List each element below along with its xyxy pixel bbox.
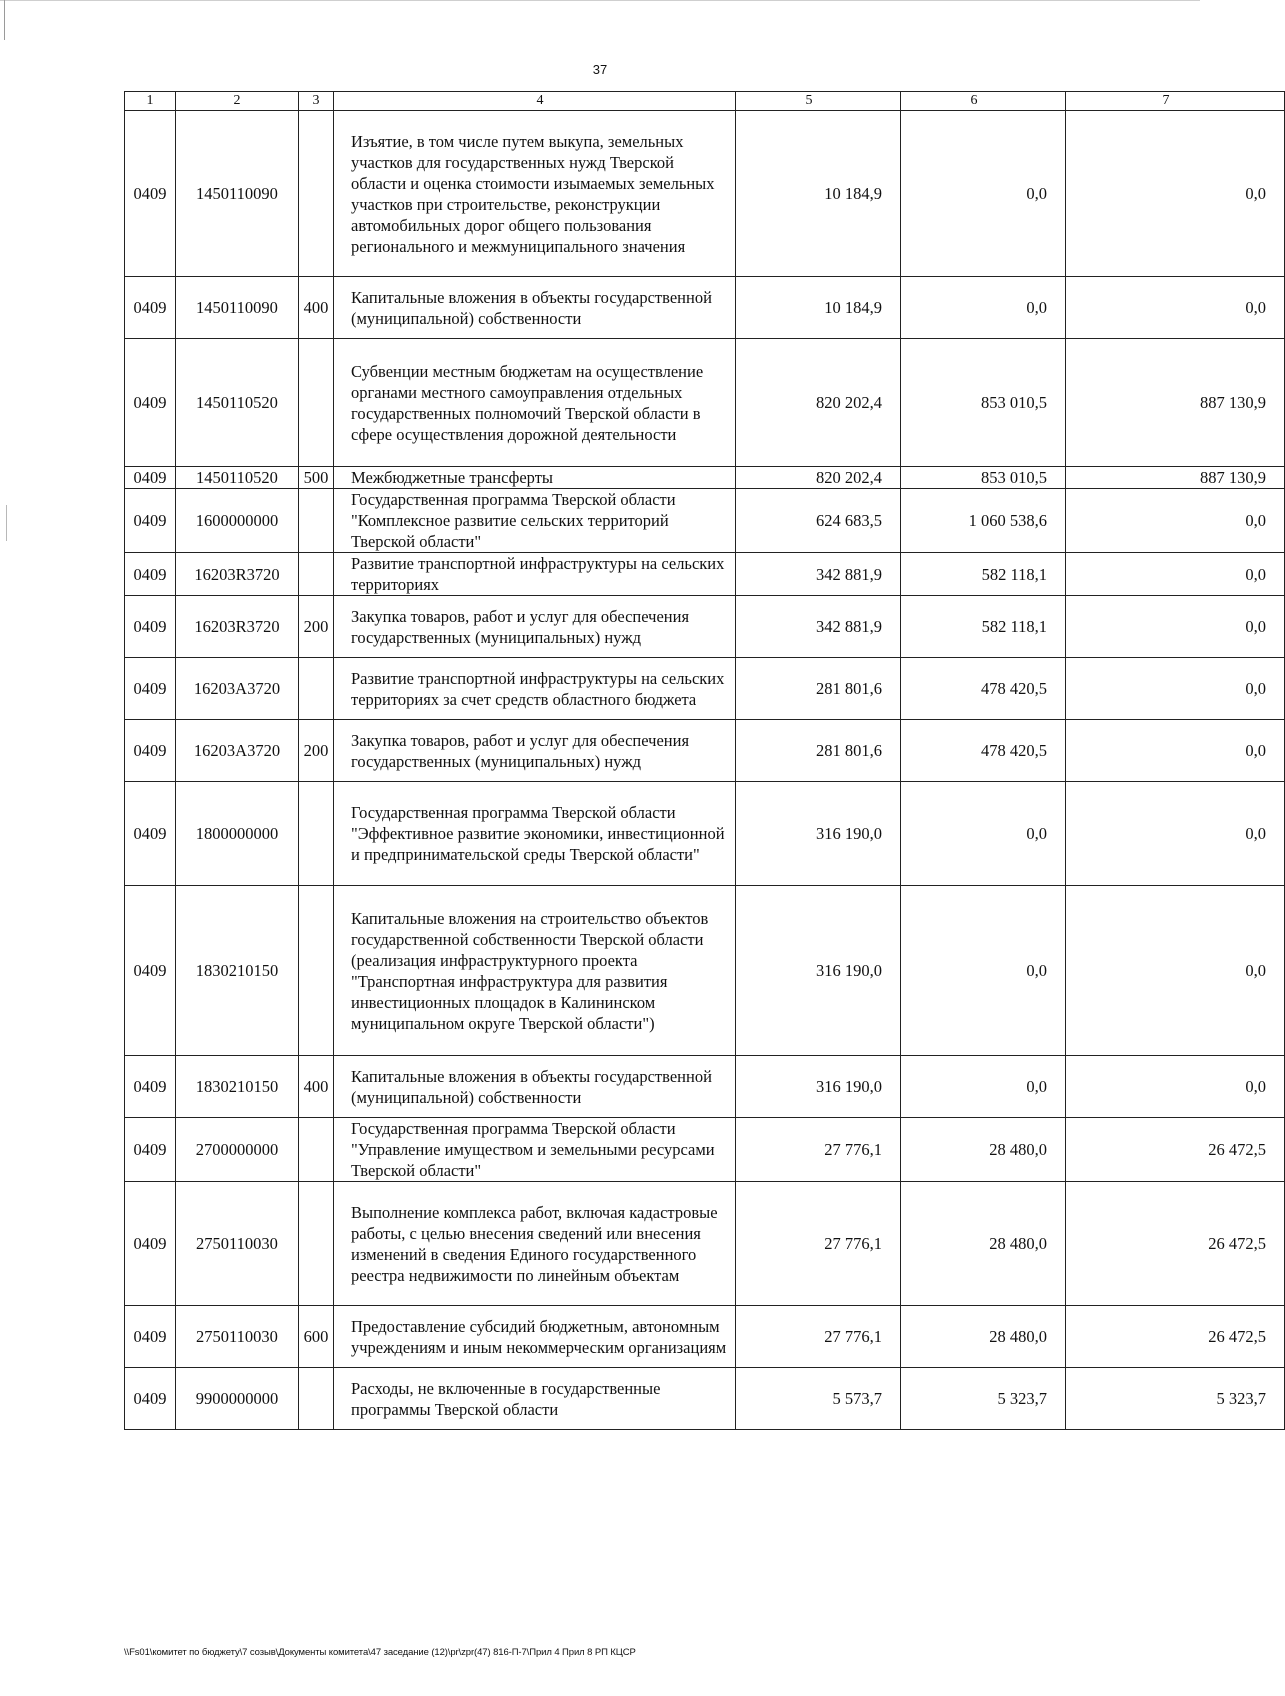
expense-name: Государственная программа Тверской области "Управление имуществом и земельными ресурсами Тверской области" [334, 1118, 736, 1182]
budget-section-code: 0409 [125, 1056, 176, 1118]
amount-year-3: 0,0 [1066, 111, 1285, 277]
target-article-code: 1800000000 [176, 782, 299, 886]
amount-year-1: 624 683,5 [736, 489, 901, 553]
expense-type-code: 500 [299, 467, 334, 489]
amount-year-1: 27 776,1 [736, 1118, 901, 1182]
target-article-code: 16203R3720 [176, 553, 299, 596]
expense-type-code [299, 553, 334, 596]
amount-year-2: 0,0 [901, 1056, 1066, 1118]
amount-year-3: 0,0 [1066, 1056, 1285, 1118]
amount-year-2: 478 420,5 [901, 658, 1066, 720]
expense-name: Закупка товаров, работ и услуг для обеспечения государственных (муниципальных) нужд [334, 720, 736, 782]
amount-year-3: 0,0 [1066, 720, 1285, 782]
amount-year-1: 281 801,6 [736, 658, 901, 720]
table-body [125, 111, 1285, 1430]
budget-section-code: 0409 [125, 720, 176, 782]
amount-year-3: 0,0 [1066, 489, 1285, 553]
amount-year-3: 0,0 [1066, 553, 1285, 596]
amount-year-3: 26 472,5 [1066, 1306, 1285, 1368]
amount-year-1: 342 881,9 [736, 596, 901, 658]
amount-year-2: 0,0 [901, 111, 1066, 277]
table-row [125, 1306, 1285, 1368]
amount-year-1: 820 202,4 [736, 339, 901, 467]
expense-name: Закупка товаров, работ и услуг для обеспечения государственных (муниципальных) нужд [334, 596, 736, 658]
table-header-row [125, 92, 1285, 111]
amount-year-3: 26 472,5 [1066, 1182, 1285, 1306]
amount-year-3: 0,0 [1066, 886, 1285, 1056]
target-article-code: 1830210150 [176, 1056, 299, 1118]
expense-type-code [299, 1368, 334, 1430]
expense-type-code [299, 1182, 334, 1306]
scan-mark [6, 505, 7, 541]
target-article-code: 2750110030 [176, 1306, 299, 1368]
budget-section-code: 0409 [125, 111, 176, 277]
amount-year-2: 28 480,0 [901, 1306, 1066, 1368]
budget-section-code: 0409 [125, 489, 176, 553]
target-article-code: 2750110030 [176, 1182, 299, 1306]
amount-year-1: 316 190,0 [736, 782, 901, 886]
amount-year-2: 853 010,5 [901, 467, 1066, 489]
budget-section-code: 0409 [125, 1306, 176, 1368]
amount-year-2: 582 118,1 [901, 553, 1066, 596]
target-article-code: 1450110090 [176, 277, 299, 339]
budget-section-code: 0409 [125, 1368, 176, 1430]
expense-type-code [299, 489, 334, 553]
expense-type-code [299, 658, 334, 720]
amount-year-1: 5 573,7 [736, 1368, 901, 1430]
expense-type-code: 600 [299, 1306, 334, 1368]
column-header: 5 [736, 92, 901, 111]
scan-edge-left [4, 0, 5, 40]
amount-year-2: 0,0 [901, 277, 1066, 339]
budget-section-code: 0409 [125, 467, 176, 489]
budget-table [124, 91, 1285, 1430]
amount-year-3: 5 323,7 [1066, 1368, 1285, 1430]
table-row [125, 658, 1285, 720]
column-header: 1 [125, 92, 176, 111]
budget-section-code: 0409 [125, 1118, 176, 1182]
column-header: 6 [901, 92, 1066, 111]
table-row [125, 596, 1285, 658]
table-row [125, 553, 1285, 596]
target-article-code: 2700000000 [176, 1118, 299, 1182]
page-number: 37 [592, 62, 608, 77]
expense-name: Изъятие, в том числе путем выкупа, земельных участков для государственных нужд Тверской области и оценка стоимости изымаемых земельных участков при строительстве, реконструкции автомобильных дорог общего пользования регионального и межмуниципального значения [334, 111, 736, 277]
target-article-code: 1600000000 [176, 489, 299, 553]
table-row [125, 489, 1285, 553]
expense-type-code [299, 782, 334, 886]
expense-type-code: 400 [299, 1056, 334, 1118]
expense-name: Субвенции местным бюджетам на осуществление органами местного самоуправления отдельных государственных полномочий Тверской области в сфере осуществления дорожной деятельности [334, 339, 736, 467]
amount-year-1: 316 190,0 [736, 886, 901, 1056]
expense-name: Государственная программа Тверской области "Эффективное развитие экономики, инвестиционной и предпринимательской среды Тверской области" [334, 782, 736, 886]
amount-year-2: 1 060 538,6 [901, 489, 1066, 553]
amount-year-1: 820 202,4 [736, 467, 901, 489]
table-row [125, 720, 1285, 782]
amount-year-2: 0,0 [901, 782, 1066, 886]
column-header: 7 [1066, 92, 1285, 111]
expense-name: Государственная программа Тверской области "Комплексное развитие сельских территорий Тверской области" [334, 489, 736, 553]
expense-type-code: 200 [299, 720, 334, 782]
amount-year-1: 316 190,0 [736, 1056, 901, 1118]
expense-type-code [299, 1118, 334, 1182]
amount-year-3: 26 472,5 [1066, 1118, 1285, 1182]
footer-file-path: \\Fs01\комитет по бюджету\7 созыв\Документы комитета\47 заседание (12)\pr\zpr(47) 816-П-7\Прил 4 Прил 8 РП КЦСР [124, 1647, 636, 1658]
scan-edge [0, 0, 1200, 7]
budget-section-code: 0409 [125, 886, 176, 1056]
expense-type-code [299, 339, 334, 467]
amount-year-2: 28 480,0 [901, 1118, 1066, 1182]
amount-year-1: 10 184,9 [736, 277, 901, 339]
amount-year-1: 27 776,1 [736, 1306, 901, 1368]
expense-name: Развитие транспортной инфраструктуры на сельских территориях за счет средств областного бюджета [334, 658, 736, 720]
amount-year-1: 281 801,6 [736, 720, 901, 782]
expense-name: Капитальные вложения на строительство объектов государственной собственности Тверской области (реализация инфраструктурного проекта "Транспортная инфраструктура для развития инвестиционных площадок в Калининском муниципальном округе Тверской области") [334, 886, 736, 1056]
amount-year-1: 10 184,9 [736, 111, 901, 277]
target-article-code: 16203A3720 [176, 658, 299, 720]
amount-year-3: 887 130,9 [1066, 339, 1285, 467]
table-row [125, 1368, 1285, 1430]
budget-section-code: 0409 [125, 277, 176, 339]
column-header: 4 [334, 92, 736, 111]
amount-year-2: 853 010,5 [901, 339, 1066, 467]
amount-year-2: 478 420,5 [901, 720, 1066, 782]
expense-type-code: 200 [299, 596, 334, 658]
amount-year-2: 28 480,0 [901, 1182, 1066, 1306]
budget-section-code: 0409 [125, 596, 176, 658]
budget-section-code: 0409 [125, 782, 176, 886]
target-article-code: 1830210150 [176, 886, 299, 1056]
expense-name: Капитальные вложения в объекты государственной (муниципальной) собственности [334, 277, 736, 339]
target-article-code: 1450110090 [176, 111, 299, 277]
amount-year-2: 0,0 [901, 886, 1066, 1056]
expense-name: Капитальные вложения в объекты государственной (муниципальной) собственности [334, 1056, 736, 1118]
budget-section-code: 0409 [125, 1182, 176, 1306]
amount-year-2: 5 323,7 [901, 1368, 1066, 1430]
amount-year-3: 887 130,9 [1066, 467, 1285, 489]
target-article-code: 1450110520 [176, 339, 299, 467]
target-article-code: 9900000000 [176, 1368, 299, 1430]
table-row [125, 1182, 1285, 1306]
table-row [125, 1118, 1285, 1182]
amount-year-3: 0,0 [1066, 782, 1285, 886]
amount-year-1: 342 881,9 [736, 553, 901, 596]
table-row [125, 782, 1285, 886]
table-row [125, 277, 1285, 339]
table-row [125, 886, 1285, 1056]
target-article-code: 16203R3720 [176, 596, 299, 658]
budget-section-code: 0409 [125, 339, 176, 467]
table-row [125, 111, 1285, 277]
target-article-code: 1450110520 [176, 467, 299, 489]
amount-year-3: 0,0 [1066, 596, 1285, 658]
amount-year-1: 27 776,1 [736, 1182, 901, 1306]
amount-year-3: 0,0 [1066, 277, 1285, 339]
table-row [125, 467, 1285, 489]
target-article-code: 16203A3720 [176, 720, 299, 782]
column-header: 2 [176, 92, 299, 111]
amount-year-3: 0,0 [1066, 658, 1285, 720]
expense-name: Межбюджетные трансферты [334, 467, 736, 489]
expense-name: Расходы, не включенные в государственные программы Тверской области [334, 1368, 736, 1430]
expense-name: Предоставление субсидий бюджетным, автономным учреждениям и иным некоммерческим организациям [334, 1306, 736, 1368]
budget-section-code: 0409 [125, 553, 176, 596]
expense-type-code [299, 111, 334, 277]
expense-type-code [299, 886, 334, 1056]
expense-name: Выполнение комплекса работ, включая кадастровые работы, с целью внесения сведений или внесения изменений в сведения Единого государственного реестра недвижимости по линейным объектам [334, 1182, 736, 1306]
budget-section-code: 0409 [125, 658, 176, 720]
expense-name: Развитие транспортной инфраструктуры на сельских территориях [334, 553, 736, 596]
amount-year-2: 582 118,1 [901, 596, 1066, 658]
expense-type-code: 400 [299, 277, 334, 339]
column-header: 3 [299, 92, 334, 111]
table-row [125, 1056, 1285, 1118]
table-row [125, 339, 1285, 467]
